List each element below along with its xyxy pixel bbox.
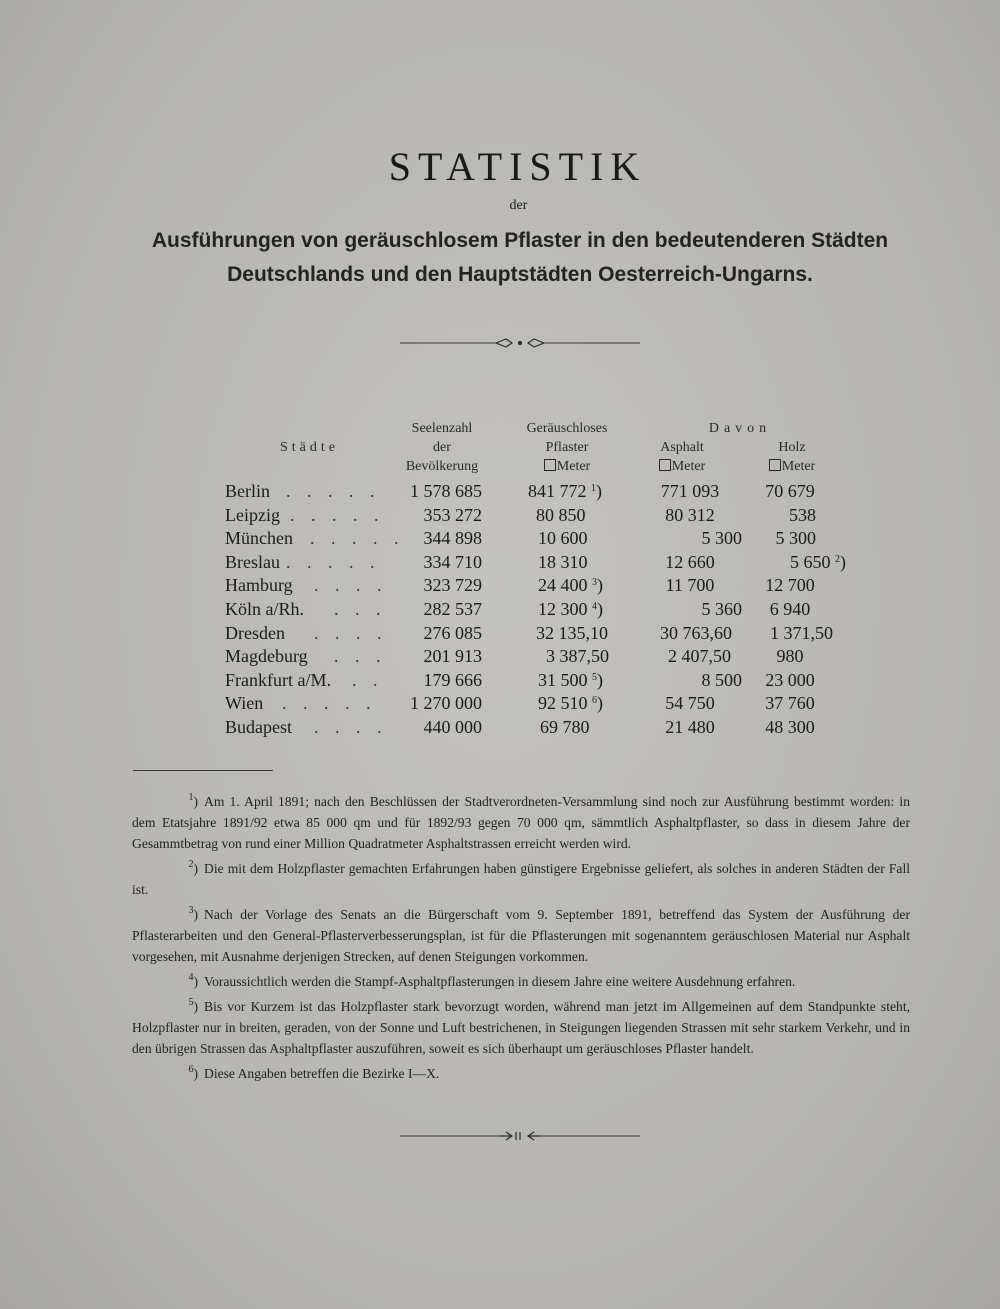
asphalt-value: 771 093 <box>660 481 720 501</box>
asphalt-value: 30 763,60 <box>660 623 732 643</box>
city-name: Dresden <box>225 623 285 643</box>
footnote-mark: 6 <box>592 695 597 706</box>
footnote <box>132 900 910 967</box>
title-connector: der <box>509 198 528 213</box>
footnote <box>132 1059 910 1084</box>
asphalt-value: 11 700 <box>665 575 715 595</box>
footnote-number: 6 <box>188 1064 194 1075</box>
leader-dots: . . . . . <box>282 693 377 713</box>
city-name: Berlin <box>225 481 270 501</box>
asphalt-value: 5 300 <box>701 528 742 548</box>
population-value: 353 272 <box>423 505 482 525</box>
footnote-number: 5 <box>188 997 194 1008</box>
footnote-text: Voraussichtlich werden die Stampf-Asphaltpflasterungen in diesem Jahre eine weitere Ausdehnung erfahren. <box>204 974 796 989</box>
city-name: Köln a/Rh. <box>225 599 304 619</box>
column-header-population <box>392 419 492 476</box>
noiseless-paving-number: 841 772 <box>528 481 587 501</box>
wood-header-unit <box>752 457 832 476</box>
wood-value: 538 <box>789 505 816 525</box>
table-row <box>0 623 1000 647</box>
table-row <box>0 528 1000 552</box>
paving-header-line-1: Geräuschloses <box>526 421 608 436</box>
city-name: München <box>225 528 293 548</box>
population-header-line-1: Seelenzahl <box>411 421 473 436</box>
footnote-mark: $^3$) <box>188 905 198 922</box>
noiseless-paving-value: 69 780 <box>540 717 590 737</box>
asphalt-value: 21 480 <box>665 717 715 737</box>
column-group-header-davon: Davon <box>708 421 772 436</box>
footnote-mark: $^2$) <box>188 859 198 876</box>
leader-dots: . . . . . <box>290 505 385 525</box>
noiseless-paving-number: 12 300 <box>538 599 588 619</box>
population-value: 201 913 <box>423 646 482 666</box>
ornament-divider-top-icon <box>400 335 640 351</box>
population-value: 276 085 <box>423 623 482 643</box>
table-row <box>0 646 1000 670</box>
paving-header-line-2: Pflaster <box>545 440 589 455</box>
population-value: 344 898 <box>423 528 482 548</box>
wood-value: 5 300 <box>775 528 816 548</box>
noiseless-paving-value: 24 400 $^3$) <box>538 575 603 595</box>
population-value: 440 000 <box>423 717 482 737</box>
asphalt-value: 12 660 <box>665 552 715 572</box>
city-name: Magdeburg <box>225 646 308 666</box>
population-value: 323 729 <box>423 575 482 595</box>
footnote-mark: $^1$) <box>188 792 198 809</box>
wood-value: 980 <box>776 646 804 666</box>
column-header-cities: Städte <box>280 440 339 455</box>
asphalt-value: 80 312 <box>665 505 715 525</box>
footnote-number: 4 <box>188 972 194 983</box>
footnote-mark: $^4$) <box>188 972 198 989</box>
footnote-mark: $^5$) <box>188 997 198 1014</box>
city-name: Hamburg <box>225 575 293 595</box>
column-header-noiseless-paving <box>512 419 622 476</box>
square-meter-icon <box>769 459 781 471</box>
noiseless-paving-value: 92 510 $^6$) <box>538 693 603 713</box>
wood-number: 5 650 <box>790 552 831 572</box>
noiseless-paving-value: 31 500 $^5$) <box>538 670 603 690</box>
subtitle-line-1: Ausführungen von geräuschlosem Pflaster in den bedeutenderen Städten <box>151 229 889 252</box>
leader-dots: . . . . . <box>286 481 381 501</box>
table-row <box>0 670 1000 694</box>
column-header-wood <box>752 438 832 476</box>
footnote-text: Bis vor Kurzem ist das Holzpflaster stark bevorzugt worden, während man jetzt im Allgemeinen auf dem Standpunkte steht, Holzpflaster nur in breiten, geraden, von der Sonne und Luft bestrichenen, in Steigungen liegenden Strassen mit sehr starkem Verkehr, und in den übrigen Strassen das Asphaltpflaster auszuführen, soweit es sich überhaupt um geräuschloses Pflaster handelt. <box>132 999 910 1056</box>
leader-dots: . . . <box>334 646 387 666</box>
asphalt-value: 5 360 <box>701 599 742 619</box>
population-value: 334 710 <box>423 552 482 572</box>
asphalt-header-unit <box>642 457 722 476</box>
footnote-rule <box>133 770 273 771</box>
asphalt-value: 2 407,50 <box>668 646 731 666</box>
footnotes <box>132 787 910 1084</box>
wood-value: 5 650 $^2$) <box>790 552 846 572</box>
wood-value: 48 300 <box>765 717 815 737</box>
footnote <box>132 787 910 854</box>
wood-value: 37 760 <box>765 693 815 713</box>
noiseless-paving-value: 3 387,50 <box>546 646 609 666</box>
paving-header-unit-label: Meter <box>556 459 591 474</box>
noiseless-paving-number: 92 510 <box>538 693 588 713</box>
noiseless-paving-number: 31 500 <box>538 670 588 690</box>
page-title: STATISTIK <box>388 144 647 189</box>
footnote-text: Am 1. April 1891; nach den Beschlüssen der Stadtverordneten-Versammlung sind noch zur Ausführung bestimmt worden: in dem Etatsjahre 1891/92 etwa 85 000 qm und für 1892/93 gegen 70 000 qm, sämmtlich Asphaltpflaster, so dass in diesem Jahre der Gesammtbetrag von rund einer Million Quadratmeter Asphaltstrassen erreicht werden wird. <box>132 794 910 851</box>
asphalt-value: 8 500 <box>701 670 742 690</box>
leader-dots: . . . . <box>314 575 388 595</box>
footnote-text: Nach der Vorlage des Senats an die Bürgerschaft vom 9. September 1891, betreffend das System der Ausführung der Pflasterarbeiten und den General-Pflasterverbesserungsplan, ist für die Pflasterungen mit sogenanntem geräuschlosen Material nur Asphalt vorgesehen, mit Ausnahme derjenigen Strecken, auf denen Steigungen vorkommen. <box>132 907 910 964</box>
square-meter-icon <box>544 459 556 471</box>
population-header-line-3: Bevölkerung <box>405 459 479 474</box>
population-value: 1 270 000 <box>410 693 482 713</box>
noiseless-paving-number: 24 400 <box>538 575 588 595</box>
city-name: Breslau <box>225 552 280 572</box>
asphalt-header-label: Asphalt <box>660 440 704 455</box>
footnote <box>132 854 910 900</box>
ornament-divider-bottom-icon <box>400 1128 640 1144</box>
asphalt-header-unit-label: Meter <box>671 459 706 474</box>
footnote-text: Die mit dem Holzpflaster gemachten Erfahrungen haben günstigere Ergebnisse geliefert, als solches in anderen Städten der Fall ist. <box>132 861 910 897</box>
leader-dots: . . . . . <box>286 552 381 572</box>
footnote-mark: $^6$) <box>188 1064 198 1081</box>
table-row <box>0 693 1000 717</box>
noiseless-paving-value: 841 772 $^1$) <box>528 481 602 501</box>
population-header-line-2: der <box>433 440 451 455</box>
table-row <box>0 717 1000 741</box>
asphalt-value: 54 750 <box>665 693 715 713</box>
population-value: 179 666 <box>423 670 482 690</box>
city-name: Budapest <box>225 717 292 737</box>
footnote-number: 3 <box>188 905 194 916</box>
paving-header-unit <box>512 457 622 476</box>
leader-dots: . . . . . <box>310 528 405 548</box>
city-name: Wien <box>225 693 264 713</box>
city-name: Leipzig <box>225 505 280 525</box>
table-row <box>0 599 1000 623</box>
table-row <box>0 505 1000 529</box>
table-row <box>0 552 1000 576</box>
footnote-mark: 2 <box>835 554 840 565</box>
noiseless-paving-value: 18 310 <box>538 552 588 572</box>
population-value: 1 578 685 <box>410 481 482 501</box>
noiseless-paving-value: 32 135,10 <box>536 623 608 643</box>
noiseless-paving-value: 10 600 <box>538 528 588 548</box>
wood-value: 70 679 <box>765 481 815 501</box>
leader-dots: . . <box>352 670 384 690</box>
leader-dots: . . . . <box>314 717 388 737</box>
footnote-number: 2 <box>188 859 194 870</box>
footnote-mark: 4 <box>592 601 597 612</box>
column-header-asphalt <box>642 438 722 476</box>
city-name: Frankfurt a/M. <box>225 670 331 690</box>
wood-value: 12 700 <box>765 575 815 595</box>
subtitle-line-2: Deutschlands und den Hauptstädten Oesterreich-Ungarns. <box>227 263 813 286</box>
wood-value: 23 000 <box>765 670 815 690</box>
footnote-mark: 3 <box>592 577 597 588</box>
noiseless-paving-value: 12 300 $^4$) <box>538 599 603 619</box>
noiseless-paving-value: 80 850 <box>536 505 586 525</box>
square-meter-icon <box>659 459 671 471</box>
wood-value: 1 371,50 <box>770 623 833 643</box>
wood-header-unit-label: Meter <box>781 459 816 474</box>
footnote-text: Diese Angaben betreffen die Bezirke I—X. <box>204 1066 440 1081</box>
footnote <box>132 992 910 1059</box>
leader-dots: . . . . <box>314 623 388 643</box>
wood-value: 6 940 <box>769 599 811 619</box>
leader-dots: . . . <box>334 599 387 619</box>
table-row <box>0 481 1000 505</box>
table-row <box>0 575 1000 599</box>
footnote-number: 1 <box>188 792 194 803</box>
population-value: 282 537 <box>423 599 482 619</box>
footnote-mark: 1 <box>591 483 596 494</box>
footnote <box>132 967 910 992</box>
footnote-mark: 5 <box>592 672 597 683</box>
wood-header-label: Holz <box>778 440 806 455</box>
